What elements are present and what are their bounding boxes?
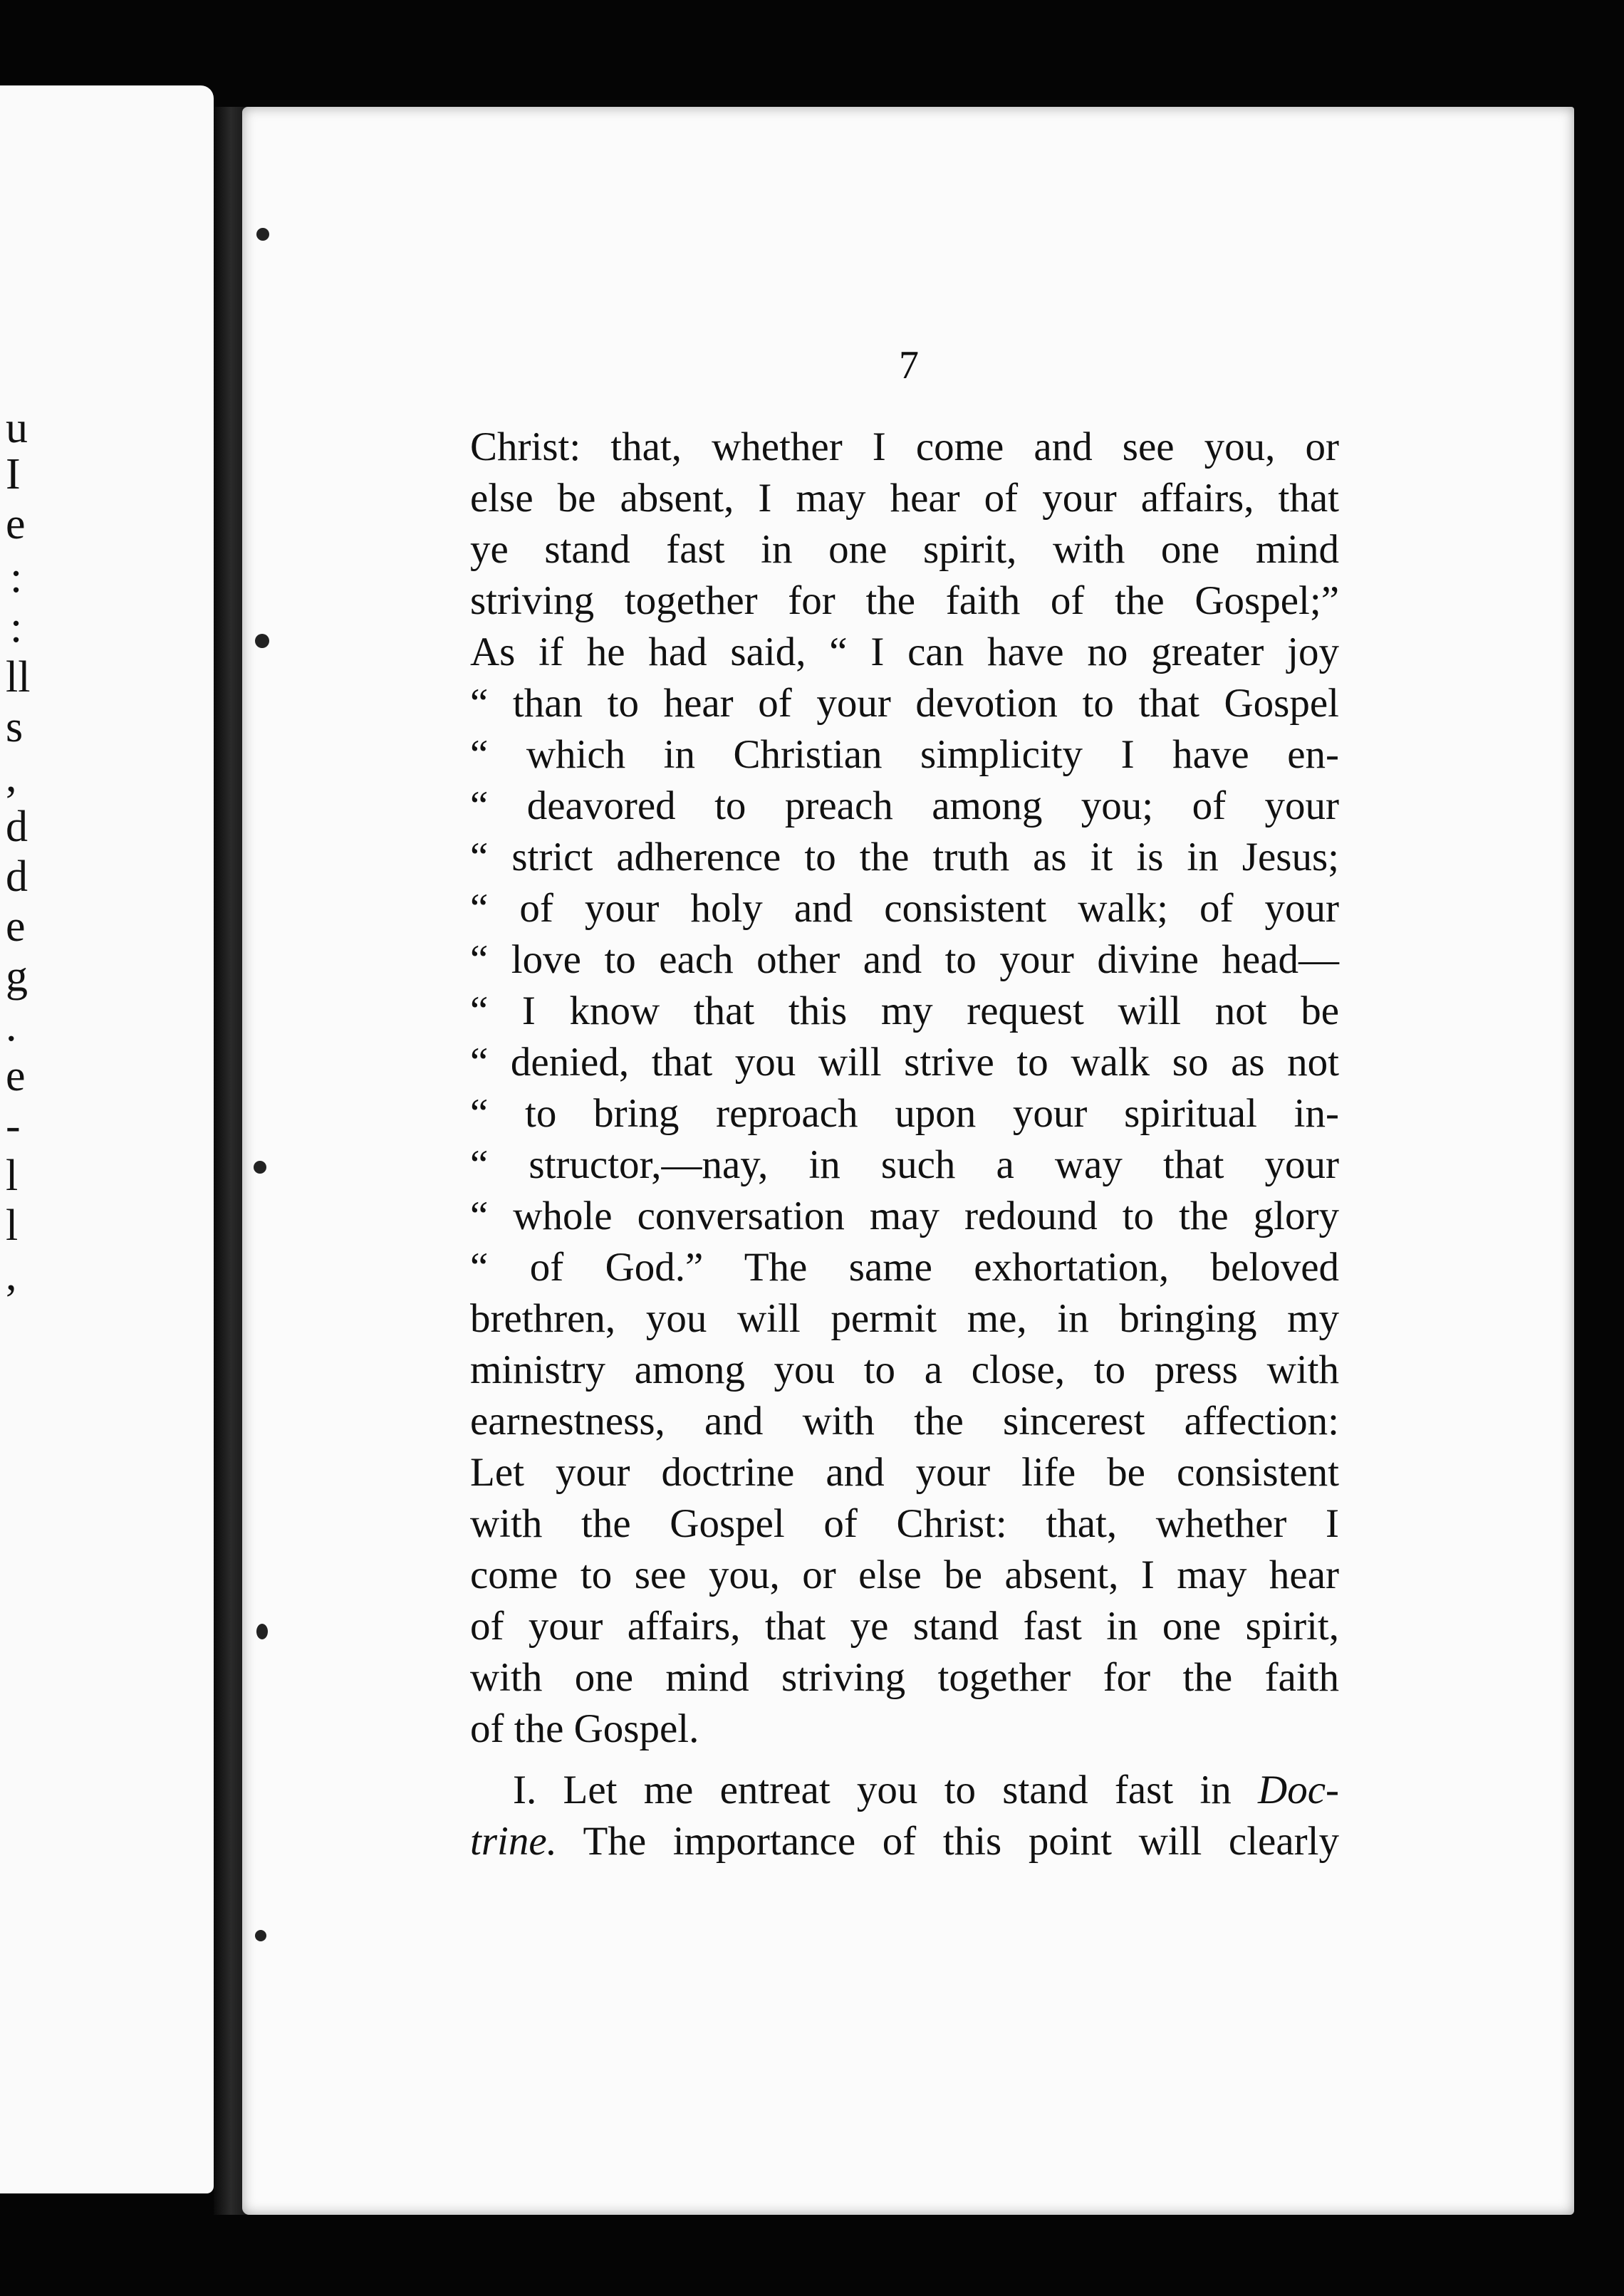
text-line: “ to bring reproach upon your spiritual in- xyxy=(470,1091,1339,1136)
ink-speck xyxy=(256,1624,268,1639)
left-page-glyph: : xyxy=(10,553,23,602)
paragraph-gap xyxy=(470,1755,1339,1765)
text-line: ye stand fast in one spirit, with one mind xyxy=(470,527,1339,572)
text-line: with the Gospel of Christ: that, whether I xyxy=(470,1501,1339,1546)
ink-speck xyxy=(254,1161,266,1174)
text-run: The importance of this point will clearly xyxy=(583,1819,1339,1864)
left-page-glyph: I xyxy=(6,450,21,499)
left-page-glyph: d xyxy=(6,852,28,901)
italic-text: Doc- xyxy=(1258,1768,1339,1812)
body-text xyxy=(470,422,1339,1867)
text-line: “ love to each other and to your divine head— xyxy=(470,937,1339,982)
text-line: else be absent, I may hear of your affairs, that xyxy=(470,476,1339,521)
left-page-glyph: - xyxy=(6,1102,21,1150)
text-line: striving together for the faith of the Gospel;” xyxy=(470,578,1339,623)
text-line: “ of your holy and consistent walk; of your xyxy=(470,886,1339,931)
text-line: “ strict adherence to the truth as it is in Jesus; xyxy=(470,835,1339,880)
italic-text: trine. xyxy=(470,1819,557,1864)
left-page-glyph: , xyxy=(6,1251,17,1300)
page-number: 7 xyxy=(899,343,919,387)
ink-speck xyxy=(255,1930,266,1941)
text-line: “ deavored to preach among you; of your xyxy=(470,783,1339,828)
left-page-glyph: ll xyxy=(6,653,31,701)
text-line: come to see you, or else be absent, I may hear xyxy=(470,1553,1339,1597)
text-line: Let your doctrine and your life be consistent xyxy=(470,1450,1339,1495)
ink-speck xyxy=(255,634,269,648)
text-run: I. Let me entreat you to stand fast in xyxy=(513,1768,1232,1812)
text-line: “ structor,—nay, in such a way that your xyxy=(470,1142,1339,1187)
text-line: “ which in Christian simplicity I have en- xyxy=(470,732,1339,777)
left-page-glyph: e xyxy=(6,902,26,951)
left-page-glyph: l xyxy=(6,1152,19,1200)
left-page-glyph: g xyxy=(6,952,28,1001)
text-line: with one mind striving together for the faith xyxy=(470,1655,1339,1700)
left-page-glyph: : xyxy=(10,603,23,652)
left-page-glyph: d xyxy=(6,803,28,851)
left-page-glyph: u xyxy=(6,404,28,452)
left-page-glyph: l xyxy=(6,1201,19,1250)
text-line: ministry among you to a close, to press with xyxy=(470,1347,1339,1392)
text-line: brethren, you will permit me, in bringing my xyxy=(470,1296,1339,1341)
left-page-glyph: . xyxy=(6,1002,17,1050)
text-line: “ than to hear of your devotion to that Gospel xyxy=(470,681,1339,726)
left-page-glyph: , xyxy=(6,753,17,801)
left-page-edge xyxy=(0,85,214,2193)
ink-speck xyxy=(256,228,269,241)
text-line: “ of God.” The same exhortation, beloved xyxy=(470,1245,1339,1290)
text-line: earnestness, and with the sincerest affection: xyxy=(470,1399,1339,1444)
text-line: “ denied, that you will strive to walk so as not xyxy=(470,1040,1339,1085)
text-line: Christ: that, whether I come and see you, or xyxy=(470,424,1339,469)
text-line xyxy=(470,1765,1339,1816)
text-line: “ I know that this my request will not be xyxy=(470,988,1339,1033)
text-line xyxy=(470,1816,1339,1867)
left-page-glyph: e xyxy=(6,500,26,548)
left-page-glyph: e xyxy=(6,1052,26,1100)
text-line: of the Gospel. xyxy=(470,1706,699,1751)
text-line: As if he had said, “ I can have no greater joy xyxy=(470,630,1339,674)
left-page-glyph: s xyxy=(6,703,24,751)
text-line: “ whole conversation may redound to the glory xyxy=(470,1194,1339,1238)
text-line: of your affairs, that ye stand fast in one spirit, xyxy=(470,1604,1339,1649)
